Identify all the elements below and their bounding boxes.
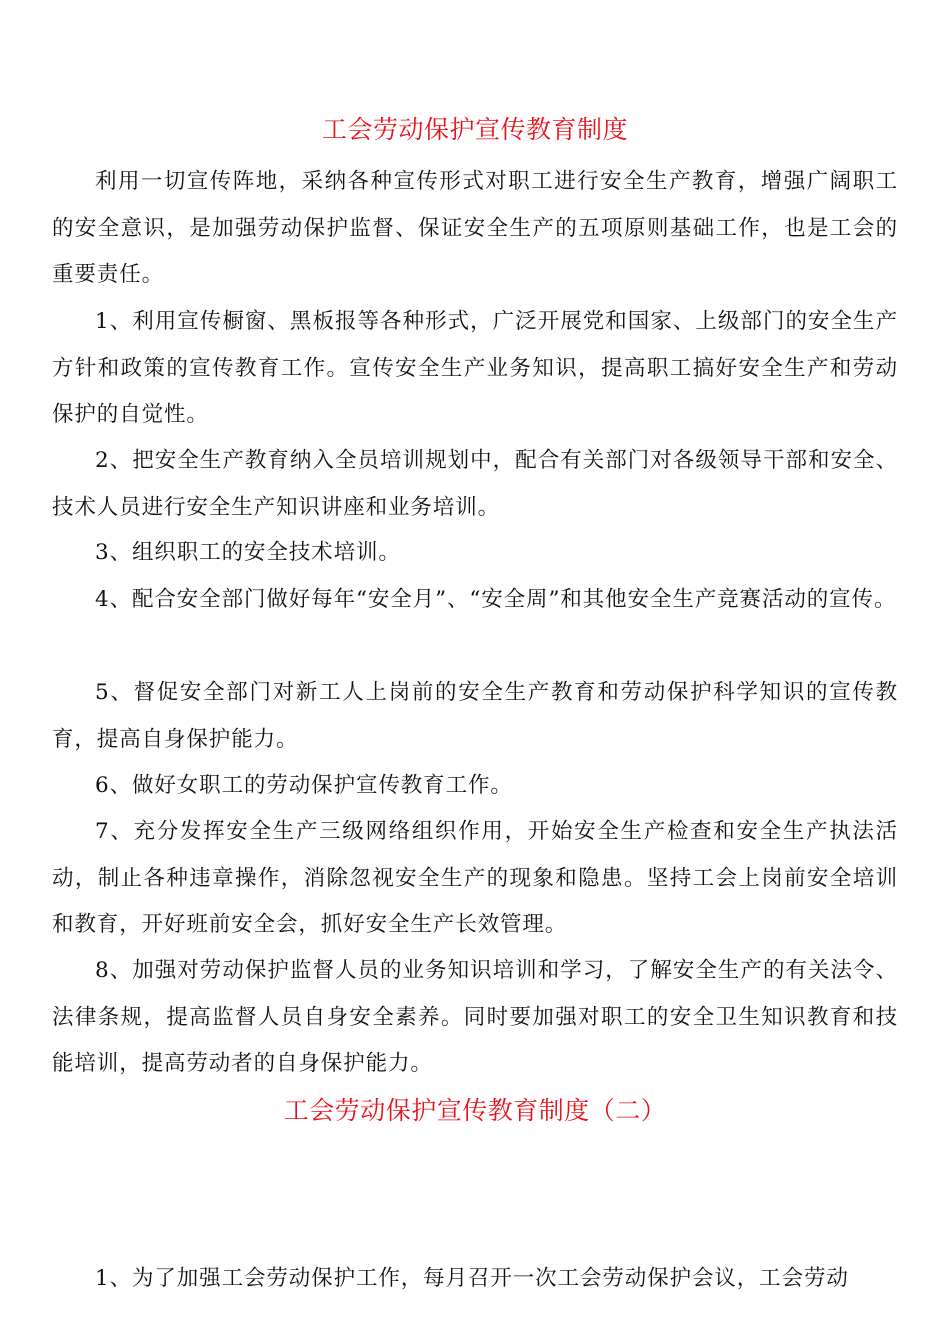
list-item-7: 7、充分发挥安全生产三级网络组织作用，开始安全生产检查和安全生产执法活动，制止各种违章操作，消除忽视安全生产的现象和隐患。坚持工会上岗前安全培训和教育，开好班前安全会，抓好安全生产长效管理。 <box>52 819 898 937</box>
list-item-3: 3、组织职工的安全技术培训。 <box>95 540 401 565</box>
list-item-4: 4、配合安全部门做好每年“安全月”、“安全周”和其他安全生产竞赛活动的宣传。 <box>95 587 897 612</box>
document-title-2: 工会劳动保护宣传教育制度（二） <box>283 1096 667 1125</box>
list-item-5: 5、督促安全部门对新工人上岗前的安全生产教育和劳动保护科学知识的宣传教育，提高自身保护能力。 <box>52 680 898 752</box>
list-item-2: 2、把安全生产教育纳入全员培训规划中，配合有关部门对各级领导干部和安全、技术人员进行安全生产知识讲座和业务培训。 <box>52 448 898 520</box>
intro-paragraph: 利用一切宣传阵地，采纳各种宣传形式对职工进行安全生产教育，增强广阔职工的安全意识，是加强劳动保护监督、保证安全生产的五项原则基础工作，也是工会的重要责任。 <box>52 169 898 287</box>
document-title: 工会劳动保护宣传教育制度 <box>321 115 628 144</box>
list-item-6: 6、做好女职工的劳动保护宣传教育工作。 <box>95 773 513 798</box>
list-item-1: 1、利用宣传橱窗、黑板报等各种形式，广泛开展党和国家、上级部门的安全生产方针和政策的宣传教育工作。宣传安全生产业务知识，提高职工搞好安全生产和劳动保护的自觉性。 <box>52 309 898 427</box>
part2-list-item-1: 1、为了加强工会劳动保护工作，每月召开一次工会劳动保护会议，工会劳动 <box>95 1266 849 1291</box>
list-item-8: 8、加强对劳动保护监督人员的业务知识培训和学习，了解安全生产的有关法令、法律条规，提高监督人员自身安全素养。同时要加强对职工的安全卫生知识教育和技能培训，提高劳动者的自身保护能力。 <box>52 958 898 1076</box>
